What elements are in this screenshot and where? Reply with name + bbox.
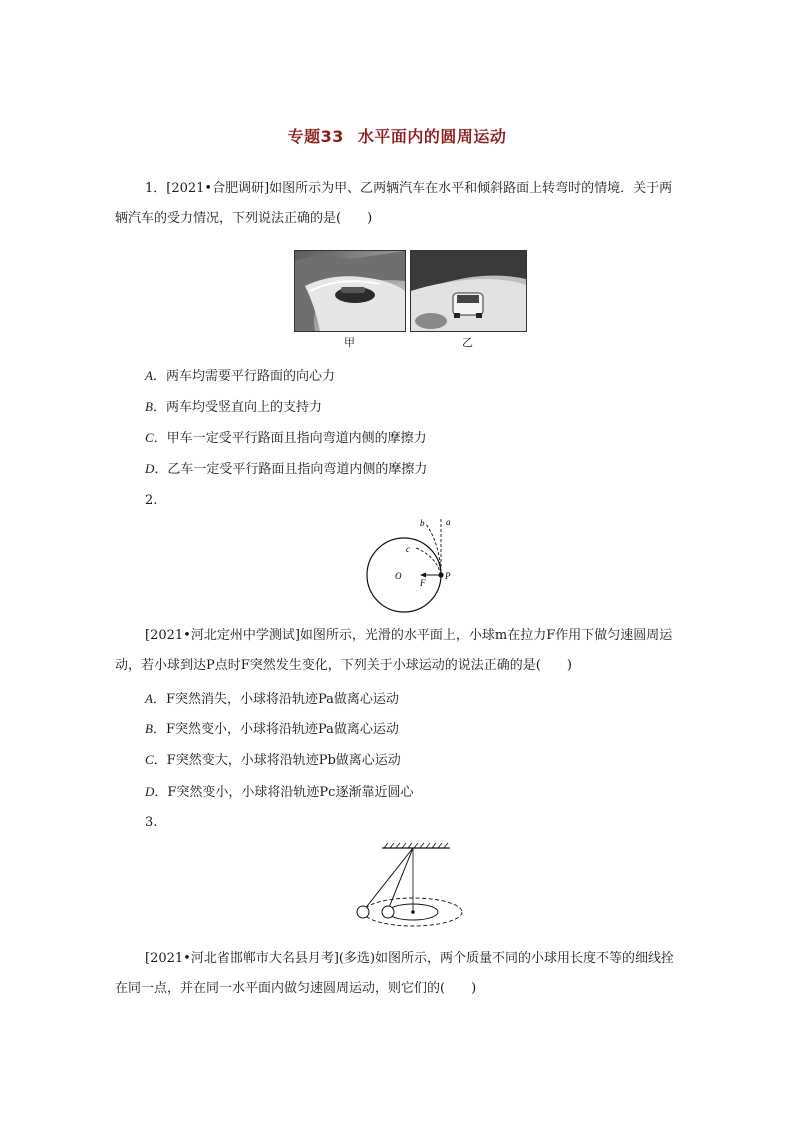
question-3-text: [2021•河北省邯郸市大名县月考](多选)如图所示，两个质量不同的小球用长度不等的细线拴在同一点，并在同一水平面内做匀速圆周运动，则它们的( ) [115, 951, 675, 996]
question-2-text: [2021•河北定州中学测试]如图所示，光滑的水平面上，小球m在拉力F作用下做匀速圆周运动，若小球到达P点时F突然发生变化，下列关于小球运动的说法正确的是( ) [115, 628, 673, 673]
q1-option-a: A．两车均需要平行路面的向心力 [145, 368, 335, 384]
topic-number: 专题33 [287, 127, 344, 146]
label-c: c [406, 544, 410, 554]
conical-pendulum-diagram [350, 840, 480, 930]
photo-car-yi [410, 250, 527, 332]
circular-motion-diagram [362, 514, 462, 618]
label-a: a [446, 517, 451, 527]
q2-option-b: B．F突然变小，小球将沿轨迹Pa做离心运动 [145, 721, 399, 737]
label-p: P [445, 571, 451, 581]
label-f: F [420, 578, 426, 588]
q2-option-a: A．F突然消失，小球将沿轨迹Pa做离心运动 [145, 691, 399, 707]
caption-yi: 乙 [462, 336, 473, 349]
question-3-number: 3. [145, 815, 158, 830]
question-1-text: 1．[2021•合肥调研]如图所示为甲、乙两辆汽车在水平和倾斜路面上转弯时的情境．关于两辆汽车的受力情况，下列说法正确的是( ) [115, 181, 673, 226]
page-title [0, 124, 794, 147]
photo-car-jia [294, 250, 406, 332]
question-2-number: 2. [145, 493, 158, 508]
label-b: b [420, 518, 425, 528]
topic-name: 水平面内的圆周运动 [357, 127, 507, 146]
q2-option-c: C．F突然变大，小球将沿轨迹Pb做离心运动 [145, 752, 401, 768]
caption-jia: 甲 [344, 336, 355, 349]
q1-option-b: B．两车均受竖直向上的支持力 [145, 399, 322, 415]
q2-option-d: D．F突然变小，小球将沿轨迹Pc逐渐靠近圆心 [145, 784, 414, 800]
q1-option-d: D．乙车一定受平行路面且指向弯道内侧的摩擦力 [145, 461, 428, 477]
label-o: O [395, 571, 402, 581]
q1-option-c: C．甲车一定受平行路面且指向弯道内侧的摩擦力 [145, 430, 427, 446]
